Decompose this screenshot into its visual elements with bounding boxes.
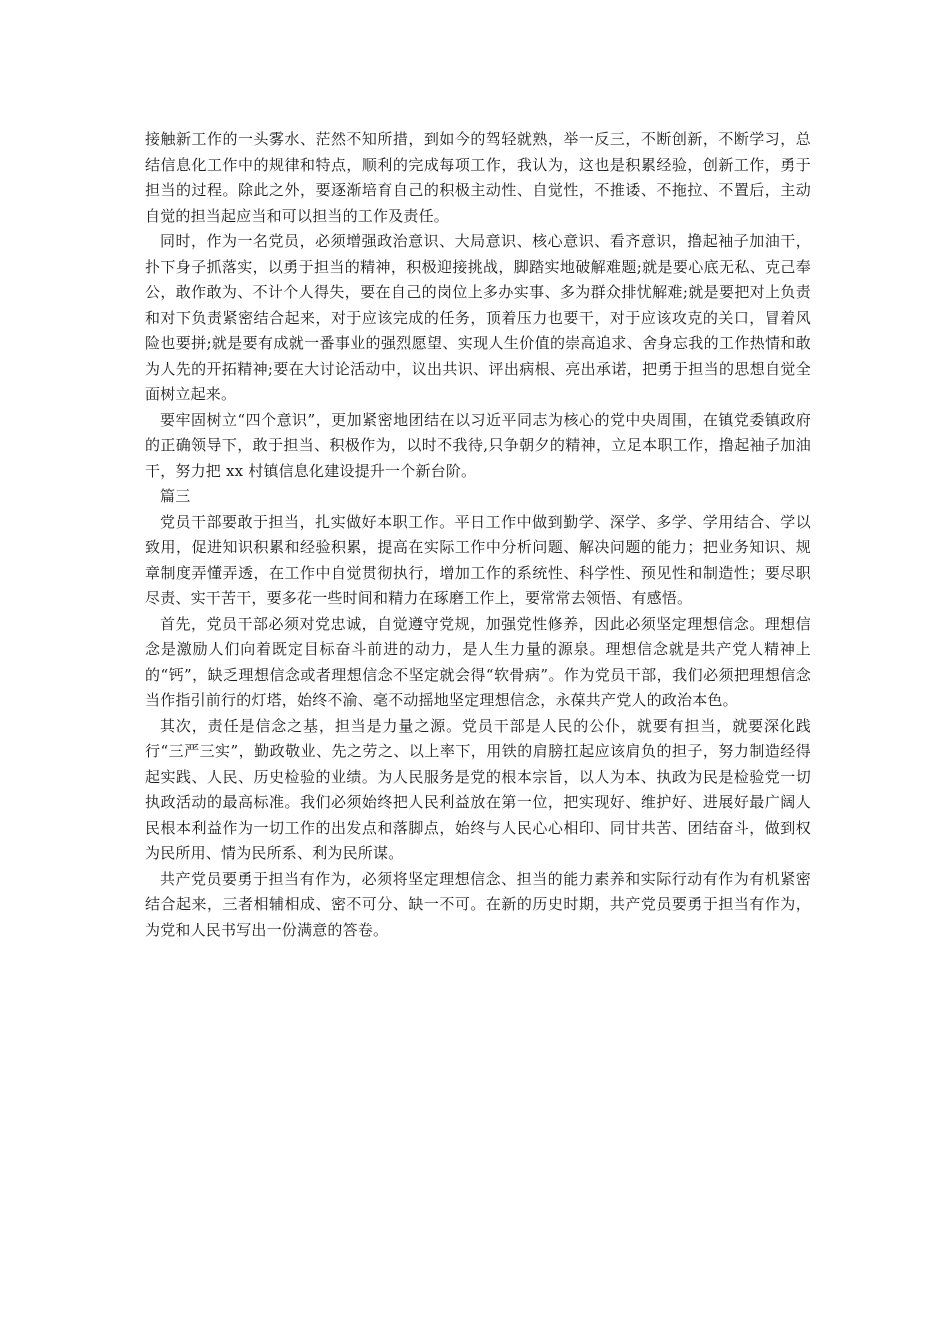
paragraph-7: 共产党员要勇于担当有作为，必须将坚定理想信念、担当的能力素养和实际行动有作为有机紧密结合起来，三者相辅相成、密不可分、缺一不可。在新的历史时期，共产党员要勇于担当有作为，为党和人民书写出一份满意的答卷。 xyxy=(145,869,811,939)
paragraph-6: 其次，责任是信念之基，担当是力量之源。党员干部是人民的公仆，就要有担当，就要深化践行“三严三实”，勤政敬业、先之劳之、以上率下，用铁的肩膀扛起应该肩负的担子，努力制造经得起实践、人民、历史检验的业绩。为人民服务是党的根本宗旨，以人为本、执政为民是检验党一切执政活动的最高标准。我们必须始终把人民利益放在第一位，把实现好、维护好、进展好最广阔人民根本利益作为一切工作的出发点和落脚点，始终与人民心心相印、同甘共苦、团结奋斗，做到权为民所用、情为民所系、利为民所谋。 xyxy=(145,716,811,862)
document-body xyxy=(145,127,811,943)
paragraph-3: 要牢固树立“四个意识”，更加紧密地团结在以习近平同志为核心的党中央周围，在镇党委镇政府的正确领导下，敢于担当、积极作为，以时不我待,只争朝夕的精神，立足本职工作，撸起袖子加油干，努力把 xx 村镇信息化建设提升一个新台阶。 xyxy=(145,410,811,480)
paragraph-2: 同时，作为一名党员，必须增强政治意识、大局意识、核心意识、看齐意识，撸起袖子加油干，扑下身子抓落实，以勇于担当的精神，积极迎接挑战，脚踏实地破解难题;就是要心底无私、克己奉公，敢作敢为、不计个人得失，要在自己的岗位上多办实事、多为群众排忧解难;就是要把对上负责和对下负责紧密结合起来，对于应该完成的任务，顶着压力也要干，对于应该攻克的关口，冒着风险也要拼;就是要有成就一番事业的强烈愿望、实现人生价值的崇高追求、舍身忘我的工作热情和敢为人先的开拓精神;要在大讨论活动中，议出共识、评出病根、亮出承诺，把勇于担当的思想自觉全面树立起来。 xyxy=(145,232,811,403)
paragraph-5: 首先，党员干部必须对党忠诚，自觉遵守党规，加强党性修养，因此必须坚定理想信念。理想信念是激励人们向着既定目标奋斗前进的动力，是人生力量的源泉。理想信念就是共产党人精神上的“钙”，缺乏理想信念或者理想信念不坚定就会得“软骨病”。作为党员干部，我们必须把理想信念当作指引前行的灯塔，始终不渝、毫不动摇地坚定理想信念，永葆共产党人的政治本色。 xyxy=(145,614,811,709)
paragraph-4: 党员干部要敢于担当，扎实做好本职工作。平日工作中做到勤学、深学、多学、学用结合、学以致用，促进知识积累和经验积累，提高在实际工作中分析问题、解决问题的能力；把业务知识、规章制度弄懂弄透，在工作中自觉贯彻执行，增加工作的系统性、科学性、预见性和制造性；要尽职尽责、实干苦干，要多花一些时间和精力在琢磨工作上，要常常去领悟、有感悟。 xyxy=(145,512,811,607)
paragraph-1: 接触新工作的一头雾水、茫然不知所措，到如今的驾轻就熟，举一反三，不断创新，不断学习，总结信息化工作中的规律和特点，顺利的完成每项工作，我认为，这也是积累经验，创新工作，勇于担当的过程。除此之外，要逐渐培育自己的积极主动性、自觉性，不推诿、不拖拉、不置后，主动自觉的担当起应当和可以担当的工作及责任。 xyxy=(145,130,811,225)
section-heading: 篇三 xyxy=(160,487,191,505)
